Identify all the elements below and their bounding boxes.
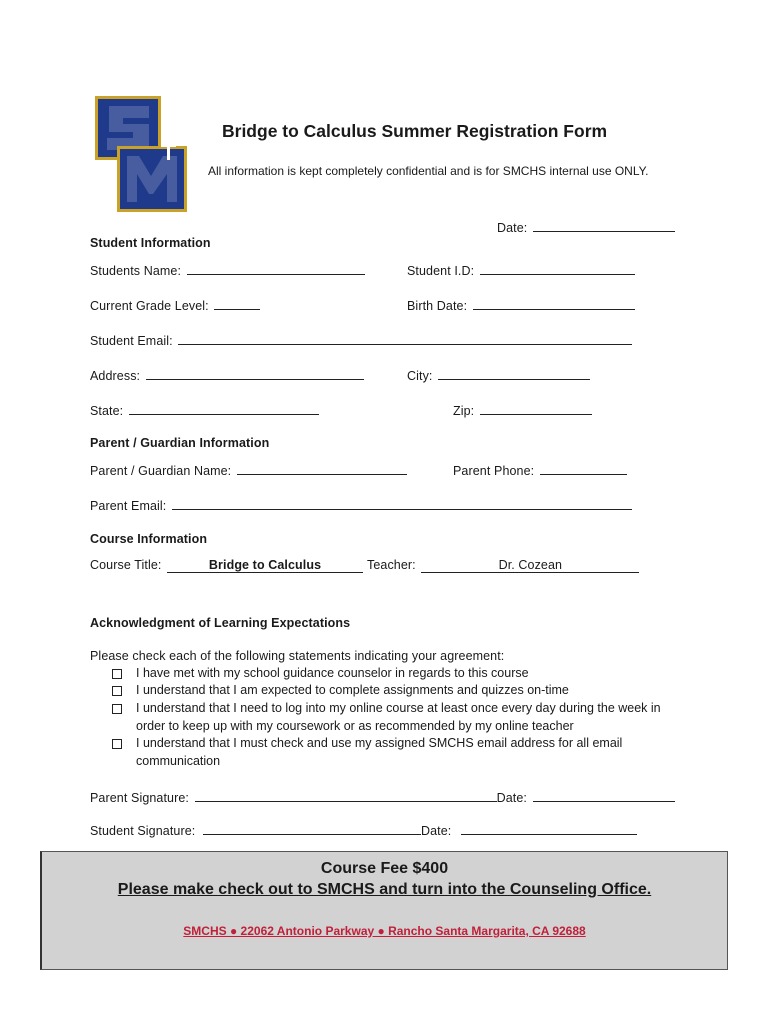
student-signature-line[interactable] [203,822,421,835]
ack-item-login[interactable] [112,700,692,736]
checkbox[interactable] [112,686,122,696]
course-fee-box [40,851,728,970]
grade-level-label: Current Grade Level: [90,299,209,313]
ack-item-text: I have met with my school guidance counselor in regards to this course [136,666,529,680]
birth-date-line[interactable] [473,297,635,310]
ack-item-text-cont: order to keep up with my coursework or as recommended by my online teacher [136,718,574,733]
city-line[interactable] [438,367,590,380]
parent-signature-field[interactable] [90,789,675,805]
parent-section-title: Parent / Guardian Information [90,436,270,450]
state-label: State: [90,404,124,418]
student-section-title: Student Information [90,236,211,250]
school-logo [89,92,191,213]
zip-label: Zip: [453,404,475,418]
state-field[interactable] [90,402,319,418]
school-address: SMCHS ● 22062 Antonio Parkway ● Rancho Santa Margarita, CA 92688 [183,924,586,938]
checkbox[interactable] [112,739,122,749]
birth-date-field[interactable] [407,297,635,313]
ack-item-text: I understand that I need to log into my online course at least once every day during the week in [136,701,661,715]
date-line[interactable] [533,219,675,232]
payment-instruction: Please make check out to SMCHS and turn into the Counseling Office. [117,881,652,898]
parent-signature-label: Parent Signature: [90,791,189,805]
ack-item-assignments[interactable] [112,682,692,700]
parent-signature-date-line[interactable] [533,789,675,802]
parent-email-label: Parent Email: [90,499,167,513]
ack-item-text: I understand that I am expected to complete assignments and quizzes on-time [136,683,569,697]
student-signature-date-line[interactable] [461,822,637,835]
checkbox[interactable] [112,704,122,714]
student-name-line[interactable] [187,262,365,275]
student-name-label: Students Name: [90,264,182,278]
student-signature-label: Student Signature: [90,824,196,838]
parent-phone-field[interactable] [453,462,627,478]
state-line[interactable] [129,402,319,415]
parent-phone-label: Parent Phone: [453,464,535,478]
parent-name-label: Parent / Guardian Name: [90,464,232,478]
birth-date-label: Birth Date: [407,299,468,313]
student-email-line[interactable] [178,332,632,345]
student-id-field[interactable] [407,262,635,278]
course-title-label: Course Title: [90,558,162,572]
city-field[interactable] [407,367,590,383]
zip-field[interactable] [453,402,592,418]
address-label: Address: [90,369,141,383]
parent-phone-line[interactable] [540,462,627,475]
student-id-label: Student I.D: [407,264,475,278]
city-label: City: [407,369,433,383]
date-label: Date: [497,221,528,235]
student-email-field[interactable] [90,332,632,348]
address-line[interactable] [146,367,364,380]
address-field[interactable] [90,367,364,383]
parent-email-line[interactable] [172,497,632,510]
course-title-value[interactable]: Bridge to Calculus [167,558,363,573]
ack-item-email[interactable] [112,735,692,771]
ack-section-title: Acknowledgment of Learning Expectations [90,616,351,630]
parent-name-field[interactable] [90,462,407,478]
student-id-line[interactable] [480,262,635,275]
grade-level-line[interactable] [214,297,260,310]
form-subtitle: All information is kept completely confidential and is for SMCHS internal use ONLY. [208,164,649,178]
student-name-field[interactable] [90,262,365,278]
teacher-value[interactable]: Dr. Cozean [421,558,639,573]
grade-level-field[interactable] [90,297,260,313]
parent-signature-date-label: Date: [496,791,527,805]
date-field[interactable] [497,219,675,235]
form-title: Bridge to Calculus Summer Registration Form [222,121,608,141]
student-signature-date-label: Date: [420,824,452,838]
ack-item-counselor[interactable] [112,665,692,683]
teacher-field[interactable] [367,558,639,573]
teacher-label: Teacher: [367,558,416,572]
course-fee: Course Fee $400 [320,860,449,877]
ack-item-text-cont: communication [136,753,221,768]
ack-item-text: I understand that I must check and use my assigned SMCHS email address for all email [136,736,623,750]
student-signature-field[interactable] [90,822,637,838]
parent-email-field[interactable] [90,497,632,513]
checkbox[interactable] [112,669,122,679]
ack-intro: Please check each of the following statements indicating your agreement: [90,649,505,663]
course-section-title: Course Information [90,532,208,546]
parent-name-line[interactable] [237,462,407,475]
parent-signature-line[interactable] [195,789,497,802]
course-title-field[interactable] [90,558,363,573]
zip-line[interactable] [480,402,592,415]
student-email-label: Student Email: [90,334,173,348]
